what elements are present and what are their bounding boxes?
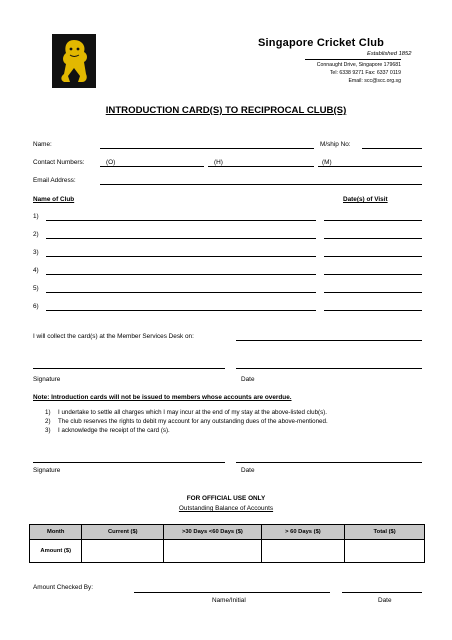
email-label: Email Address: bbox=[33, 177, 76, 184]
club-name-field[interactable] bbox=[46, 256, 316, 257]
club-row-number: 2) bbox=[33, 231, 39, 238]
checked-by-date-field[interactable] bbox=[342, 592, 422, 593]
visit-date-field[interactable] bbox=[324, 256, 422, 257]
official-use-title: FOR OFFICIAL USE ONLY bbox=[186, 495, 266, 502]
club-row-number: 5) bbox=[33, 285, 39, 292]
home-number-label: (H) bbox=[214, 159, 223, 166]
undertaking-number: 3) bbox=[45, 427, 51, 434]
contact-numbers-label: Contact Numbers: bbox=[33, 159, 85, 166]
signature-label: Signature bbox=[33, 376, 61, 383]
table-header-row bbox=[30, 525, 425, 540]
signature-date-label: Date bbox=[241, 376, 255, 383]
visit-date-field[interactable] bbox=[324, 292, 422, 293]
name-field[interactable] bbox=[100, 148, 314, 149]
over-60-days-amount-cell[interactable] bbox=[261, 540, 345, 563]
checked-by-name-field[interactable] bbox=[134, 592, 330, 593]
visit-date-field[interactable] bbox=[324, 310, 422, 311]
club-logo bbox=[52, 34, 96, 88]
club-phone-fax: Tel: 6338 9271 Fax: 6337 0119 bbox=[329, 70, 401, 76]
dates-of-visit-header: Date(s) of Visit bbox=[343, 196, 388, 203]
current-amount-cell[interactable] bbox=[82, 540, 164, 563]
name-initial-label: Name/Initial bbox=[212, 597, 246, 604]
undertaking-number: 2) bbox=[45, 418, 51, 425]
signature-field[interactable] bbox=[33, 368, 225, 369]
visit-date-field[interactable] bbox=[324, 274, 422, 275]
acknowledge-signature-label: Signature bbox=[33, 467, 61, 474]
name-label: Name: bbox=[33, 141, 52, 148]
mship-no-field[interactable] bbox=[362, 148, 422, 149]
mship-no-label: M/ship No: bbox=[320, 141, 351, 148]
collect-label: I will collect the card(s) at the Member Services Desk on: bbox=[33, 333, 194, 340]
form-title: INTRODUCTION CARD(S) TO RECIPROCAL CLUB(S) bbox=[105, 105, 347, 116]
30-60-days-amount-cell[interactable] bbox=[164, 540, 261, 563]
acknowledge-date-field[interactable] bbox=[236, 462, 422, 463]
acknowledge-date-label: Date bbox=[241, 467, 255, 474]
checked-by-label: Amount Checked By: bbox=[33, 584, 94, 591]
undertaking-text: I undertake to settle all charges which I may incur at the end of my stay at the above-listed club(s). bbox=[58, 409, 327, 416]
club-address: Connaught Drive, Singapore 179681 bbox=[316, 62, 401, 68]
collect-date-field[interactable] bbox=[236, 340, 422, 341]
club-name: Singapore Cricket Club bbox=[258, 37, 385, 49]
header-divider bbox=[305, 59, 401, 60]
column-header: > 60 Days ($) bbox=[261, 525, 345, 540]
total-amount-cell[interactable] bbox=[345, 540, 425, 563]
office-number-field[interactable] bbox=[100, 166, 204, 167]
club-email: Email: scc@scc.org.sg bbox=[348, 78, 401, 84]
undertaking-text: The club reserves the rights to debit my account for any outstanding dues of the above-mentioned. bbox=[58, 418, 328, 425]
signature-date-field[interactable] bbox=[236, 368, 422, 369]
amount-row-label: Amount ($) bbox=[30, 540, 82, 563]
office-number-label: (O) bbox=[106, 159, 116, 166]
club-name-field[interactable] bbox=[46, 238, 316, 239]
club-name-field[interactable] bbox=[46, 220, 316, 221]
overdue-note: Note: Introduction cards will not be issued to members whose accounts are overdue. bbox=[33, 394, 292, 401]
club-row-number: 1) bbox=[33, 213, 39, 220]
column-header: Current ($) bbox=[82, 525, 164, 540]
visit-date-field[interactable] bbox=[324, 238, 422, 239]
club-name-field[interactable] bbox=[46, 310, 316, 311]
checked-date-label: Date bbox=[378, 597, 392, 604]
home-number-field[interactable] bbox=[208, 166, 314, 167]
column-header: Month bbox=[30, 525, 82, 540]
acknowledge-signature-field[interactable] bbox=[33, 462, 225, 463]
outstanding-balance-table bbox=[29, 524, 425, 563]
club-row-number: 3) bbox=[33, 249, 39, 256]
club-name-field[interactable] bbox=[46, 274, 316, 275]
club-name-field[interactable] bbox=[46, 292, 316, 293]
established-text: Established 1852 bbox=[367, 51, 412, 57]
undertaking-text: I acknowledge the receipt of the card (s). bbox=[58, 427, 170, 434]
mobile-number-label: (M) bbox=[322, 159, 332, 166]
outstanding-balance-subtitle: Outstanding Balance of Accounts bbox=[178, 505, 274, 512]
club-row-number: 4) bbox=[33, 267, 39, 274]
name-of-club-header: Name of Club bbox=[33, 196, 75, 203]
club-row-number: 6) bbox=[33, 303, 39, 310]
column-header: Total ($) bbox=[345, 525, 425, 540]
email-field[interactable] bbox=[100, 184, 422, 185]
visit-date-field[interactable] bbox=[324, 220, 422, 221]
column-header: >30 Days <60 Days ($) bbox=[164, 525, 261, 540]
mobile-number-field[interactable] bbox=[318, 166, 422, 167]
undertaking-number: 1) bbox=[45, 409, 51, 416]
table-row bbox=[30, 540, 425, 563]
